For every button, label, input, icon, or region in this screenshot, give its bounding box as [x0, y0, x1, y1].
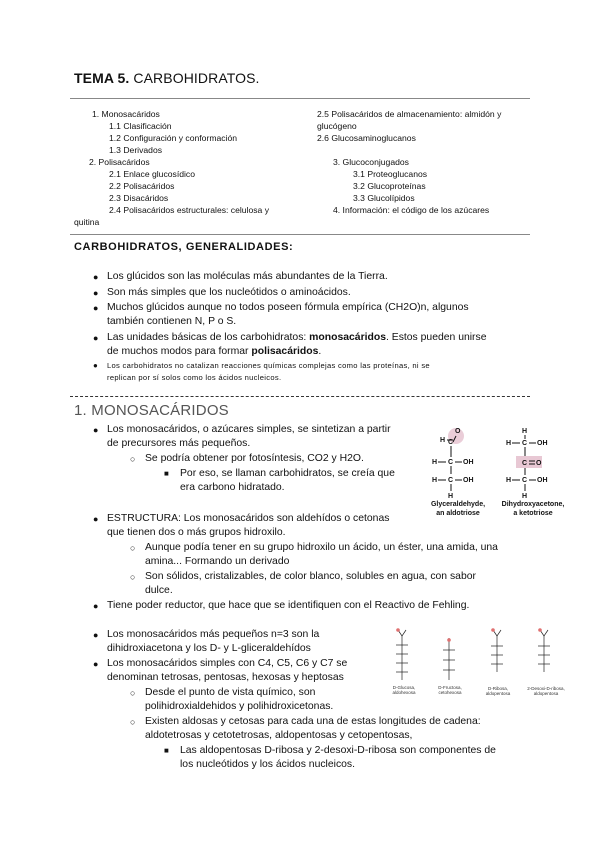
svg-text:OH: OH — [537, 440, 548, 447]
section-heading: CARBOHIDRATOS, GENERALIDADES: — [74, 241, 294, 253]
toc-item: 4. Información: el código de los azúcares — [333, 205, 490, 215]
toc-item: 2.1 Enlace glucosídico — [109, 169, 195, 179]
toc-item: 1.1 Clasificación — [109, 121, 172, 131]
list-item: ● Muchos glúcidos aunque no todos poseen fórmula empírica (CH2O)n, algunos — [93, 302, 469, 313]
sub-sub-list-item: ■ Por eso, se llaman carbohidratos, se creía que — [164, 468, 395, 479]
list-item: ● ESTRUCTURA: Los monosacáridos son aldehídos o cetonas — [93, 513, 390, 524]
list-item-cont: denominan tetrosas, pentosas, hexosas y heptosas — [107, 672, 344, 683]
sub-sub-list-item: ■ Las aldopentosas D-ribosa y 2-desoxi-D-ribosa son componentes de — [164, 745, 496, 756]
monosaccharide-structures-figure — [384, 628, 574, 690]
toc-item: 3.2 Glucoproteínas — [353, 181, 426, 191]
svg-text:O: O — [536, 460, 542, 467]
toc-item: quitina — [74, 217, 100, 227]
toc-item: glucógeno — [317, 121, 357, 131]
svg-text:H: H — [432, 459, 438, 466]
toc-item: 1.3 Derivados — [109, 145, 163, 155]
figure-caption: Dihydroxyacetone, a ketotriose — [501, 501, 565, 517]
figure-caption: D-Glucosa, aldohexosa — [392, 685, 416, 695]
toc-item: 1. Monosacáridos — [92, 109, 160, 119]
svg-text:C: C — [522, 460, 528, 467]
list-item-cont: de precursores más pequeños. — [107, 438, 251, 449]
svg-text:OH: OH — [463, 477, 474, 484]
list-item: ● Las unidades básicas de los carbohidratos: monosacáridos. Estos pueden unirse — [93, 332, 487, 343]
toc-divider — [70, 234, 530, 235]
figure-caption: D-Ribosa, aldopentosa — [485, 686, 511, 696]
section-heading-monosacaridos: 1. MONOSACÁRIDOS — [74, 402, 229, 419]
list-item-cont: de muchos modos para formar polisacáridos. — [107, 346, 322, 357]
svg-text:OH: OH — [463, 459, 474, 466]
figure-caption: Glyceraldehyde, an aldotriose — [430, 501, 486, 517]
svg-text:H: H — [506, 440, 512, 447]
svg-text:H: H — [522, 428, 528, 435]
triose-structures-figure — [420, 422, 570, 504]
svg-text:H: H — [448, 493, 454, 500]
list-item-cont: amina... Formando un derivado — [145, 556, 290, 567]
toc-item: 2.4 Polisacáridos estructurales: celulosa y — [109, 205, 270, 215]
sub-list-item: ○ Se podría obtener por fotosíntesis, CO2 y H2O. — [130, 453, 364, 464]
svg-text:C: C — [522, 477, 528, 484]
list-item-cont: aldotetrosas y cetotetrosas, aldopentosas y cetopentosas, — [145, 730, 413, 741]
list-item: ● Los carbohidratos no catalizan reacciones químicas complejas como las proteínas, ni se — [93, 361, 430, 370]
svg-text:O: O — [455, 428, 461, 435]
list-item-cont: replican por sí solos como los ácidos nucleicos. — [107, 373, 282, 382]
list-item-cont: los nucleótidos y los ácidos nucleicos. — [180, 759, 356, 770]
svg-text:H: H — [506, 477, 512, 484]
top-divider — [70, 98, 530, 99]
page-title: TEMA 5. CARBOHIDRATOS. — [74, 70, 260, 86]
list-item: ● Los glúcidos son las moléculas más abundantes de la Tierra. — [93, 271, 388, 282]
list-item: ● Los monosacáridos, o azúcares simples, se sintetizan a partir — [93, 424, 391, 435]
toc-item: 3.1 Proteoglucanos — [353, 169, 428, 179]
toc-item: 2.2 Polisacáridos — [109, 181, 175, 191]
svg-text:C: C — [448, 459, 454, 466]
svg-text:H: H — [432, 477, 438, 484]
toc-item: 2.3 Disacáridos — [109, 193, 169, 203]
toc-item: 2. Polisacáridos — [89, 157, 150, 167]
toc-item: 2.5 Polisacáridos de almacenamiento: almidón y — [317, 109, 502, 119]
list-item: ● Tiene poder reductor, que hace que se identifiquen con el Reactivo de Fehling. — [93, 600, 470, 611]
list-item-cont: que tienen dos o más grupos hidroxilo. — [107, 527, 286, 538]
sub-list-item: ○ Desde el punto de vista químico, son — [130, 687, 316, 698]
svg-text:H: H — [440, 437, 446, 444]
sub-list-item: ○ Aunque podía tener en su grupo hidroxilo un ácido, un éster, una amida, una — [130, 542, 498, 553]
svg-text:C: C — [522, 440, 528, 447]
list-item: ● Los monosacáridos simples con C4, C5, C6 y C7 se — [93, 658, 348, 669]
figure-caption: 2-Desoxi-D-ribosa, aldopentosa — [527, 686, 565, 696]
sub-list-item: ○ Existen aldosas y cetosas para cada una de estas longitudes de cadena: — [130, 716, 481, 727]
list-item-cont: dihidroxiacetona y los D- y L-gliceraldehídos — [107, 643, 311, 654]
svg-text:OH: OH — [537, 477, 548, 484]
figure-caption: D-Fructosa, cetohexosa — [438, 685, 462, 695]
toc-item: 3.3 Glucolípidos — [353, 193, 415, 203]
dashed-divider — [70, 396, 530, 397]
toc-item: 2.6 Glucosaminoglucanos — [317, 133, 416, 143]
list-item-cont: polihidroxialdehidos y polihidroxicetonas. — [145, 701, 334, 712]
toc-item: 3. Glucoconjugados — [333, 157, 409, 167]
list-item-cont: también contienen N, P o S. — [107, 316, 237, 327]
list-item: ● Los monosacáridos más pequeños n=3 son la — [93, 629, 320, 640]
list-item-cont: dulce. — [145, 585, 173, 596]
svg-text:H: H — [522, 493, 528, 500]
list-item: ● Son más simples que los nucleótidos o aminoácidos. — [93, 287, 351, 298]
toc-item: 1.2 Configuración y conformación — [109, 133, 238, 143]
sub-list-item: ○ Son sólidos, cristalizables, de color blanco, solubles en agua, con sabor — [130, 571, 476, 582]
svg-text:C: C — [448, 439, 454, 446]
svg-text:C: C — [448, 477, 454, 484]
list-item-cont: era carbono hidratado. — [180, 482, 285, 493]
